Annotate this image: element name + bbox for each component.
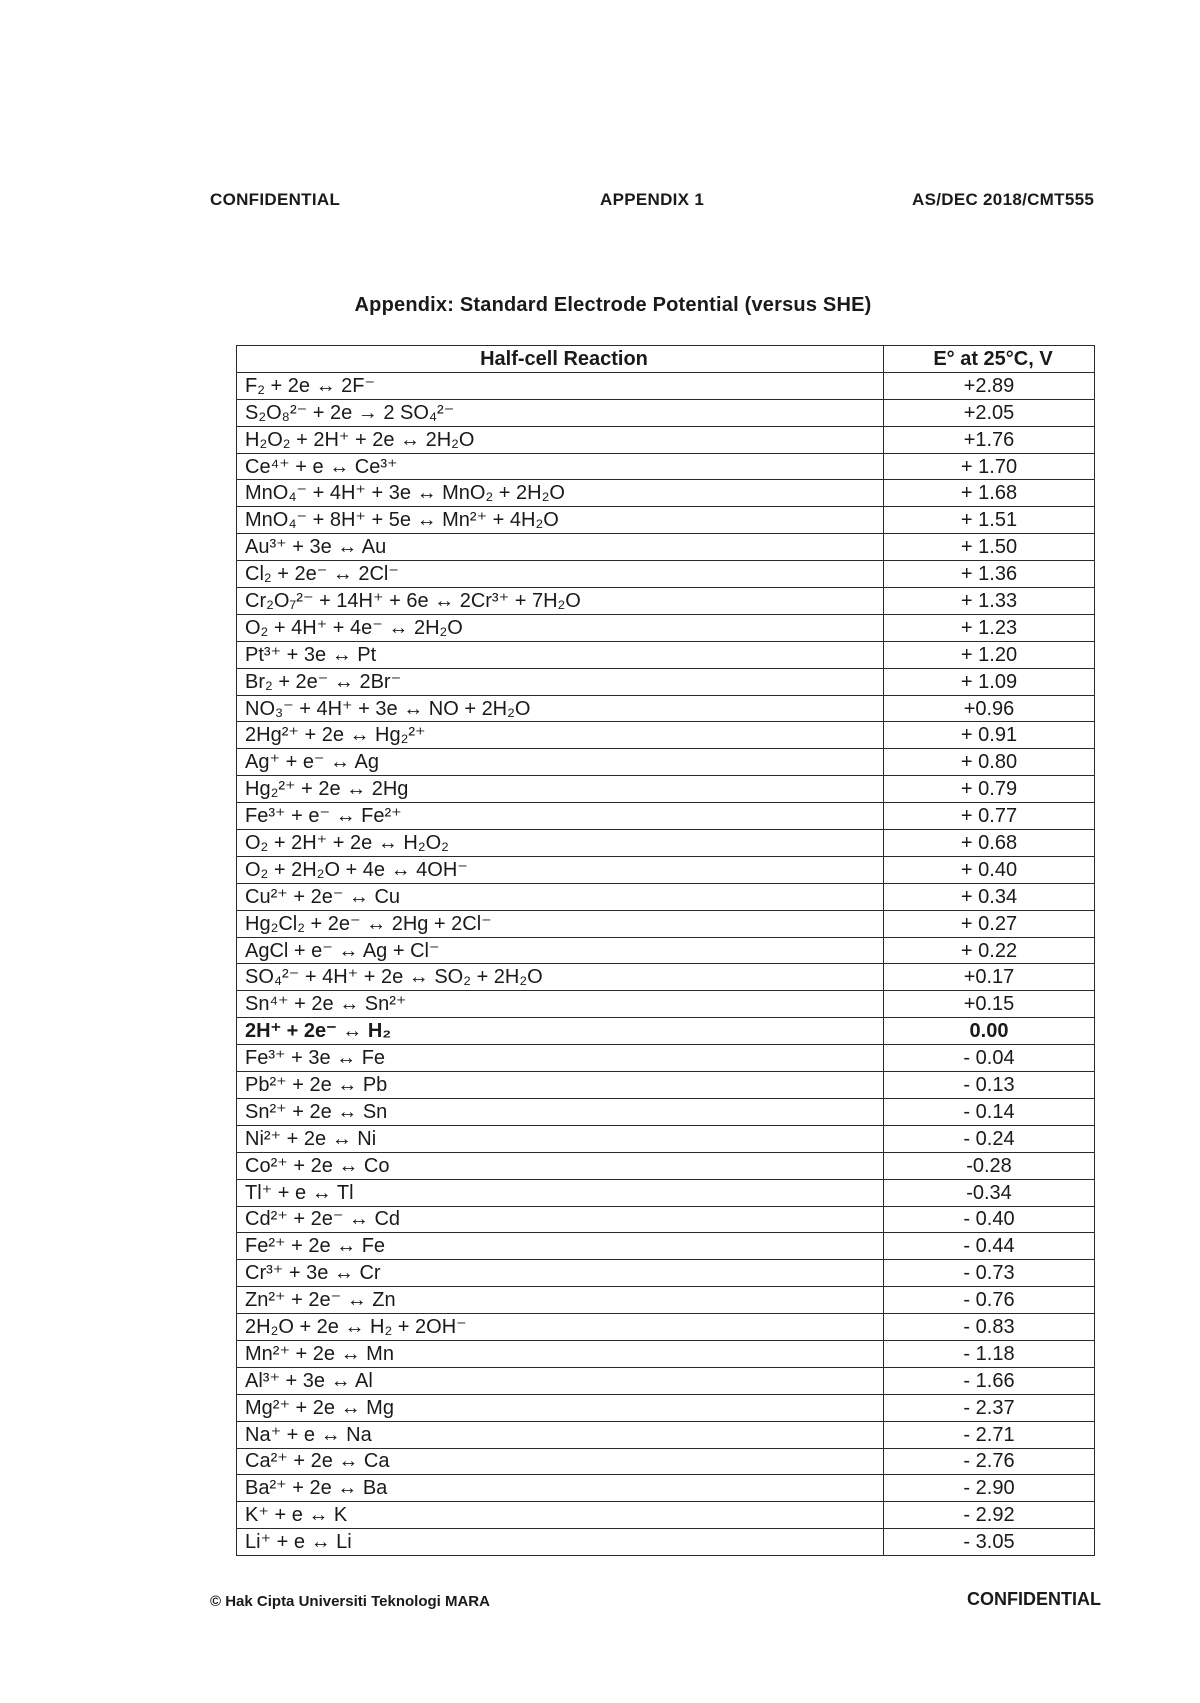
table-row [237, 1529, 1095, 1556]
potential-cell: - 0.13 [884, 1072, 1095, 1099]
reaction-cell: SO₄²⁻ + 4H⁺ + 2e ↔ SO₂ + 2H₂O [237, 964, 884, 991]
table-row [237, 1502, 1095, 1529]
potential-cell: - 2.90 [884, 1475, 1095, 1502]
table-row [237, 856, 1095, 883]
table-row [237, 399, 1095, 426]
potential-cell: + 0.34 [884, 883, 1095, 910]
reaction-cell: Zn²⁺ + 2e⁻ ↔ Zn [237, 1287, 884, 1314]
table-row [237, 641, 1095, 668]
table-row [237, 561, 1095, 588]
table-row [237, 668, 1095, 695]
potential-cell: + 0.80 [884, 749, 1095, 776]
potential-cell: +0.96 [884, 695, 1095, 722]
table-row [237, 614, 1095, 641]
table-row [237, 480, 1095, 507]
page-title: Appendix: Standard Electrode Potential (versus SHE) [354, 294, 872, 316]
reaction-cell: Cl₂ + 2e⁻ ↔ 2Cl⁻ [237, 561, 884, 588]
table-row [237, 883, 1095, 910]
reaction-cell: Br₂ + 2e⁻ ↔ 2Br⁻ [237, 668, 884, 695]
potential-cell: +0.17 [884, 964, 1095, 991]
table-row [237, 1367, 1095, 1394]
potential-cell: + 0.68 [884, 830, 1095, 857]
table-row [237, 426, 1095, 453]
reaction-cell: S₂O₈²⁻ + 2e → 2 SO₄²⁻ [237, 399, 884, 426]
table-row [237, 1045, 1095, 1072]
reaction-cell: O₂ + 2H₂O + 4e ↔ 4OH⁻ [237, 856, 884, 883]
table-row [237, 695, 1095, 722]
potential-cell: + 1.68 [884, 480, 1095, 507]
potential-cell: -0.28 [884, 1152, 1095, 1179]
potential-cell: +2.05 [884, 399, 1095, 426]
potential-cell: -0.34 [884, 1179, 1095, 1206]
reaction-cell: Tl⁺ + e ↔ Tl [237, 1179, 884, 1206]
reaction-cell: Al³⁺ + 3e ↔ Al [237, 1367, 884, 1394]
reaction-cell: O₂ + 4H⁺ + 4e⁻ ↔ 2H₂O [237, 614, 884, 641]
potential-cell: - 2.92 [884, 1502, 1095, 1529]
reaction-cell: Hg₂²⁺ + 2e ↔ 2Hg [237, 776, 884, 803]
table-row [237, 830, 1095, 857]
potential-cell: - 0.83 [884, 1314, 1095, 1341]
table-row [237, 507, 1095, 534]
column-header-potential: E° at 25°C, V [884, 346, 1095, 373]
table-row [237, 453, 1095, 480]
potential-cell: - 2.76 [884, 1448, 1095, 1475]
table-row [237, 1314, 1095, 1341]
reaction-cell: Fe³⁺ + 3e ↔ Fe [237, 1045, 884, 1072]
table-body [237, 372, 1095, 1555]
potential-cell: - 0.73 [884, 1260, 1095, 1287]
reaction-cell: Au³⁺ + 3e ↔ Au [237, 534, 884, 561]
header-confidential: CONFIDENTIAL [210, 190, 341, 209]
reaction-cell: Ce⁴⁺ + e ↔ Ce³⁺ [237, 453, 884, 480]
potential-cell: + 0.79 [884, 776, 1095, 803]
table-row [237, 1287, 1095, 1314]
potential-cell: + 1.23 [884, 614, 1095, 641]
reaction-cell: Ag⁺ + e⁻ ↔ Ag [237, 749, 884, 776]
reaction-cell: Sn⁴⁺ + 2e ↔ Sn²⁺ [237, 991, 884, 1018]
potential-cell: - 1.18 [884, 1340, 1095, 1367]
reaction-cell: Mg²⁺ + 2e ↔ Mg [237, 1394, 884, 1421]
potential-cell: + 1.50 [884, 534, 1095, 561]
reaction-cell: MnO₄⁻ + 4H⁺ + 3e ↔ MnO₂ + 2H₂O [237, 480, 884, 507]
footer-copyright: © Hak Cipta Universiti Teknologi MARA [210, 1593, 490, 1610]
table-row [237, 1475, 1095, 1502]
table-row [237, 1072, 1095, 1099]
potential-cell: - 0.24 [884, 1125, 1095, 1152]
potential-cell: + 1.33 [884, 588, 1095, 615]
potential-cell: + 1.51 [884, 507, 1095, 534]
potential-cell: + 1.36 [884, 561, 1095, 588]
reaction-cell: 2Hg²⁺ + 2e ↔ Hg₂²⁺ [237, 722, 884, 749]
potential-cell: - 0.76 [884, 1287, 1095, 1314]
reaction-cell: Ca²⁺ + 2e ↔ Ca [237, 1448, 884, 1475]
header-course-code: AS/DEC 2018/CMT555 [912, 190, 1095, 209]
reaction-cell: Fe²⁺ + 2e ↔ Fe [237, 1233, 884, 1260]
reaction-cell: Cu²⁺ + 2e⁻ ↔ Cu [237, 883, 884, 910]
table-row [237, 1421, 1095, 1448]
potential-cell: + 1.70 [884, 453, 1095, 480]
potential-cell: + 0.27 [884, 910, 1095, 937]
reaction-cell: Cr³⁺ + 3e ↔ Cr [237, 1260, 884, 1287]
reaction-cell: MnO₄⁻ + 8H⁺ + 5e ↔ Mn²⁺ + 4H₂O [237, 507, 884, 534]
reaction-cell: 2H⁺ + 2e⁻ ↔ H₂ [237, 1018, 884, 1045]
reaction-cell: Pt³⁺ + 3e ↔ Pt [237, 641, 884, 668]
reaction-cell: Li⁺ + e ↔ Li [237, 1529, 884, 1556]
table-row [237, 1206, 1095, 1233]
table-row [237, 910, 1095, 937]
table-row [237, 722, 1095, 749]
potential-cell: - 0.44 [884, 1233, 1095, 1260]
potential-cell: - 3.05 [884, 1529, 1095, 1556]
table-row [237, 588, 1095, 615]
table-row [237, 372, 1095, 399]
table-row [237, 1152, 1095, 1179]
table-row [237, 749, 1095, 776]
potential-cell: - 0.14 [884, 1098, 1095, 1125]
table-row [237, 937, 1095, 964]
potential-cell: - 0.04 [884, 1045, 1095, 1072]
column-header-reaction: Half-cell Reaction [237, 346, 884, 373]
electrode-potential-table [236, 345, 1095, 1556]
potential-cell: 0.00 [884, 1018, 1095, 1045]
table-row [237, 1125, 1095, 1152]
reaction-cell: Hg₂Cl₂ + 2e⁻ ↔ 2Hg + 2Cl⁻ [237, 910, 884, 937]
reaction-cell: Pb²⁺ + 2e ↔ Pb [237, 1072, 884, 1099]
reaction-cell: Ba²⁺ + 2e ↔ Ba [237, 1475, 884, 1502]
footer-confidential: CONFIDENTIAL [967, 1589, 1101, 1609]
potential-cell: + 0.77 [884, 803, 1095, 830]
potential-cell: + 0.22 [884, 937, 1095, 964]
potential-cell: - 2.71 [884, 1421, 1095, 1448]
table-row [237, 803, 1095, 830]
table-row [237, 1340, 1095, 1367]
header-appendix: APPENDIX 1 [600, 190, 705, 209]
potential-cell: +2.89 [884, 372, 1095, 399]
reaction-cell: Cd²⁺ + 2e⁻ ↔ Cd [237, 1206, 884, 1233]
reaction-cell: 2H₂O + 2e ↔ H₂ + 2OH⁻ [237, 1314, 884, 1341]
reaction-cell: Sn²⁺ + 2e ↔ Sn [237, 1098, 884, 1125]
reaction-cell: Ni²⁺ + 2e ↔ Ni [237, 1125, 884, 1152]
reaction-cell: K⁺ + e ↔ K [237, 1502, 884, 1529]
table-row [237, 1448, 1095, 1475]
reaction-cell: H₂O₂ + 2H⁺ + 2e ↔ 2H₂O [237, 426, 884, 453]
potential-cell: + 0.40 [884, 856, 1095, 883]
table-row [237, 991, 1095, 1018]
reaction-cell: NO₃⁻ + 4H⁺ + 3e ↔ NO + 2H₂O [237, 695, 884, 722]
potential-cell: - 2.37 [884, 1394, 1095, 1421]
table-row [237, 1233, 1095, 1260]
table-row [237, 776, 1095, 803]
potential-cell: - 0.40 [884, 1206, 1095, 1233]
reaction-cell: O₂ + 2H⁺ + 2e ↔ H₂O₂ [237, 830, 884, 857]
potential-cell: + 1.20 [884, 641, 1095, 668]
potential-cell: +1.76 [884, 426, 1095, 453]
table-row [237, 1179, 1095, 1206]
table-row [237, 1260, 1095, 1287]
reaction-cell: Co²⁺ + 2e ↔ Co [237, 1152, 884, 1179]
reaction-cell: AgCl + e⁻ ↔ Ag + Cl⁻ [237, 937, 884, 964]
reaction-cell: F₂ + 2e ↔ 2F⁻ [237, 372, 884, 399]
potential-cell: + 1.09 [884, 668, 1095, 695]
reaction-cell: Cr₂O₇²⁻ + 14H⁺ + 6e ↔ 2Cr³⁺ + 7H₂O [237, 588, 884, 615]
reaction-cell: Na⁺ + e ↔ Na [237, 1421, 884, 1448]
table-row [237, 1394, 1095, 1421]
table-row [237, 1098, 1095, 1125]
table-row [237, 964, 1095, 991]
table-header-row [237, 346, 1095, 373]
reaction-cell: Fe³⁺ + e⁻ ↔ Fe²⁺ [237, 803, 884, 830]
reaction-cell: Mn²⁺ + 2e ↔ Mn [237, 1340, 884, 1367]
table-row [237, 534, 1095, 561]
potential-cell: + 0.91 [884, 722, 1095, 749]
potential-cell: +0.15 [884, 991, 1095, 1018]
table-row [237, 1018, 1095, 1045]
potential-cell: - 1.66 [884, 1367, 1095, 1394]
